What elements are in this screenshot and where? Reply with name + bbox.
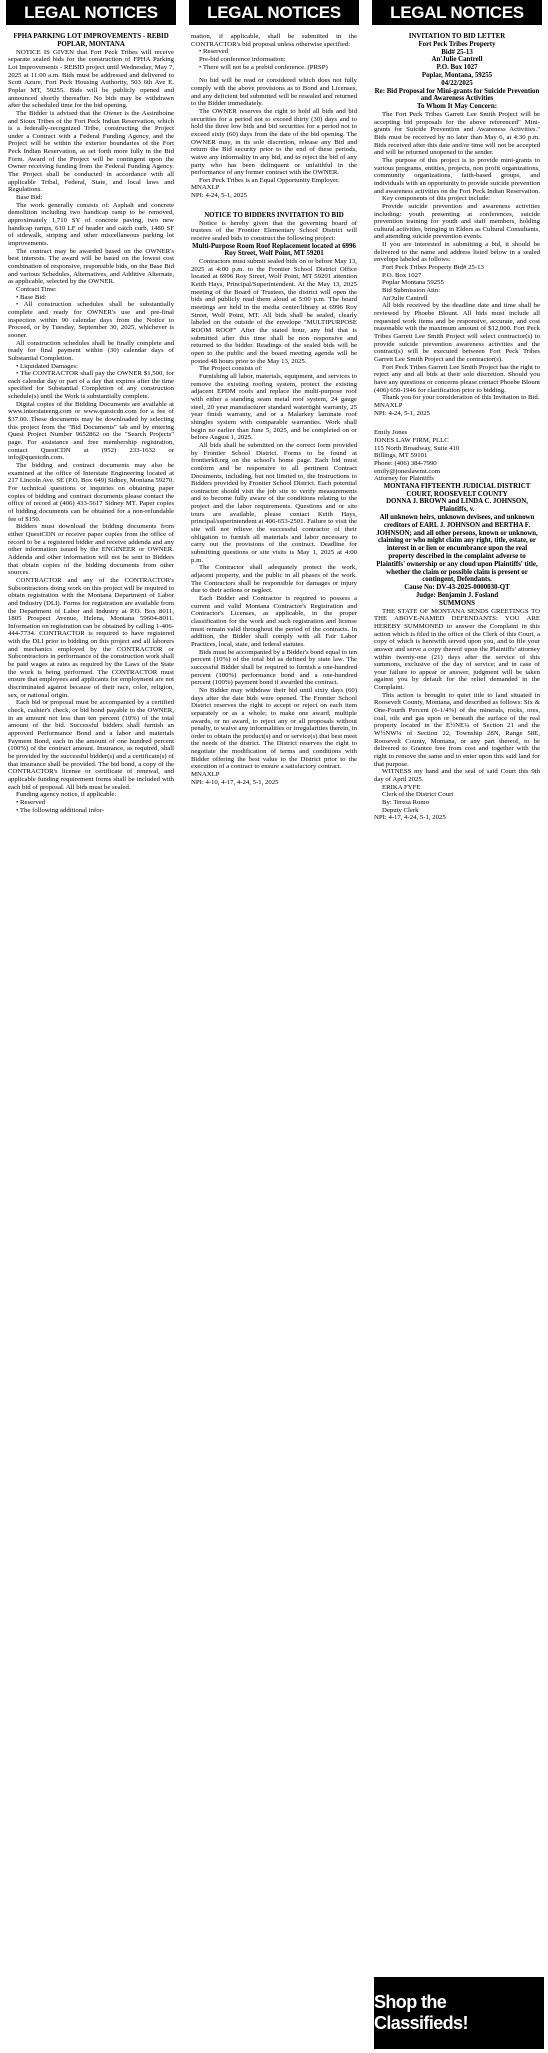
notice-paragraph: NPI: 4-24, 5-1, 2025 xyxy=(374,409,431,417)
notice-paragraph: Contract Time: xyxy=(16,285,57,293)
notice-paragraph: No Bidder may withdraw their bid until sixty days (60) days after the date bids were opened. The Frontier School District reserves the right to accept or reject on each item separately or as a whole; to make one award, multiple awards, or no award, to reject any or all proposals without penalty, to waive any informalities or irregularities therein, in order to obtain the product(s) and or service(s) that best meet the needs of the district. The District reserves the right to negotiate the modification of terms and conditions with Bidder offering the best value to the District prior to the execution of a contract to ensure a satisfactory contract. xyxy=(191,686,358,771)
notice-paragraph: The work generally consists of: Asphalt and concrete demolition including two handicap ramp to be removed, approximately 1,710 SY of concrete paving, two new handicap ramps, 610 LF of header and catch curb, 1480 SF of sidewalk, striping and other miscellaneous parking lot improvements. xyxy=(8,201,174,247)
attorney-line: Billings, MT 59101 xyxy=(374,452,428,460)
notice-title: INVITATION TO BID LETTER xyxy=(408,33,506,40)
notice-paragraph: mation, if applicable, shall be submitted in the CONTRACTOR's bid proposal unless otherwise specified: xyxy=(191,33,357,48)
notice-paragraph: WITNESS my hand and the seal of said Court this 9th day of April 2025. xyxy=(374,768,540,783)
notice-paragraph: Pre-bid conference information: xyxy=(199,55,286,63)
notice-paragraph: If you are interested in submitting a bid, it should be delivered to the name and address listed below in a sealed envelope labeled as follows: xyxy=(374,241,540,264)
case-defendants: All unknown heirs, unknown devisees, and unknown creditors of EARL J. JOHNSON and BERTHA F. JOHNSON; and all other persons, known or unknown, claiming or who might claim any right, title, estate, or interest in or lien or encumbrance upon the real property described in the complaint adverse to Plaintiffs' ownership or any cloud upon Plaintiffs' title, whether the claim or possible claim is present or contingent, Defendants. xyxy=(376,514,538,584)
notice-heading-line: Fort Peck Tribes Property xyxy=(418,40,496,48)
notice-paragraph: All construction schedules shall be finally complete and ready for final payment within (30) calendar days of Substantial Completion. xyxy=(8,339,174,362)
attorney-line: Phone: (406) 384-7990 xyxy=(374,459,437,467)
notice-paragraph: Provide suicide prevention and awareness activities including: youth presenting at conferences, suicide prevention training for youth and staff members, holding cultural activities, bringing in Elders as Cultural Consultants, and attending suicide prevention events. xyxy=(374,202,540,241)
summons-title: SUMMONS xyxy=(439,599,475,607)
notice-paragraph: Bids must be accompanied by a Bidder's bond equal to ten percent (10%) of the total bid as defined by state law. The successful Bidder shall be required to furnish a one-hundred percent (100%) performance bond and a one-hundred percent (100%) payment bond if awarded the contract. xyxy=(191,648,357,687)
notice-paragraph: • The CONTRACTOR shall pay the OWNER $1,500, for each calendar day or part of a day that expires after the time specified for Substantial Completion of any construction schedule(s) until the Work is substantially complete. xyxy=(8,370,174,401)
notice-paragraph: This action is brought to quiet title to land situated in Roosevelt County, Montana, and described as follows: Six & One-Fourth Percent (6-1/4%) of the minerals, rocks, ores, coal, oils and gas upon or beneath the surface of the real property located in the E½NE¼ of Section 21 and the W½NW¼ of Section 22, Township 28N, Range 58E, Roosevelt County, Montana, or any part thereof, to be delivered to Grantee free from cost and together with the right to remove the same and to enter upon this said land for that purpose. xyxy=(374,691,540,768)
column-2 xyxy=(189,0,359,2053)
notice-paragraph: NPI: 4-24, 5-1, 2025 xyxy=(191,192,248,200)
notice-heading-line: Bid# 25-13 xyxy=(441,48,473,56)
notice-title: FPHA PARKING LOT IMPROVEMENTS - REBID POPLAR, MONTANA xyxy=(13,33,169,48)
notice-paragraph: P.O. Box 1027 xyxy=(382,271,422,279)
section-header: LEGAL NOTICES xyxy=(189,0,359,25)
notice-paragraph: Base Bid: xyxy=(16,194,43,202)
attorney-line: JONES LAW FIRM, PLLC xyxy=(374,436,449,444)
notice-paragraph: All bids received by the deadline date and time shall be reviewed by Phoebe Blount. All bids must include all requested work items and be responsive, accurate, and cost reasonable with the maximum amount of $12,000. Fort Peck Tribes Garrett Lee Smith Project will select contractor(s) to provide suicide prevention awareness activities and the contract(s) will be executed between Fort Peck Tribes Garrett Lee Smith Project and the contractor(s). xyxy=(374,302,540,363)
notice-paragraph: Digital copies of the Bidding Documents are available at www.interstateeng.com or www.questcdn.com for a fee of $37.00. These documents may be downloaded by selecting this project from the "Bid Documents" tab and by entering Quest Project Number 9652862 on the "Search Projects" page. For assistance and free membership registration, contact QuestCDN at (952) 233-1632 or info@questcdn.com. xyxy=(8,400,174,462)
notice-paragraph: Fort Peck Tribes Property Bid# 25-13 xyxy=(382,264,484,272)
notice-paragraph: The Contractor shall adequately protect the work, adjacent property, and the public in all phases of the work. The Contractors shall be responsible for damages or injury due to their actions or neglect. xyxy=(191,564,357,595)
notice-paragraph: All bids shall be submitted on the correct form provided by Frontier School District. Forms to be found at frontierk8.org on the school's home page. Each bid must conform and be responsive to all pertinent Contract Documents, including, but not limited to, the Instructions to Bidders provided by Frontier School District. Each potential contractor should visit the job site to verify measurements and to become fully aware of the conditions relating to the project and the labor requirements. Questions and or site tours are available, please contact Keith Hays, principal/superintendent at 406-653-2501. Failure to visit the site will not relieve the successful contractor of their obligation to furnish all materials and labor necessary to carry out the provisions of the contract. Deadline for submitting questions or site visits is May 1, 2025 at 4:00 p.m. xyxy=(191,441,357,564)
column-1 xyxy=(6,0,176,2053)
notice-subtitle: Multi-Purpose Room Roof Replacement located at 6996 Roy Street, Wolf Point, MT 59201 xyxy=(192,242,356,258)
notice-paragraph: Bid Submission Attn: xyxy=(382,287,441,295)
attorney-line: emily@joneslawmt.com xyxy=(374,467,441,475)
notice-paragraph: Fort Peck Tribes is an Equal Opportunity Employer. xyxy=(199,176,340,184)
notice-paragraph: ERIKA FYFE xyxy=(382,783,421,791)
notice-paragraph: Fort Peck Tribes Garrett Lee Smith Project has the right to reject any and all bids at their sole discretion. Should you have any questions or concerns please contact Phoebe Blount (406) 650-1946 for clarification prior to bidding. xyxy=(374,363,540,394)
notice-paragraph: NOTICE IS GIVEN that Fort Peck Tribes will receive separate sealed bids for the construction of FPHA Parking Lot Improvements - REBID project until Wednesday, May 7, 2025 at 11:00 a.m. Bids must be addressed and delivered to Scott Azure, Fort Peck Housing Authority, 503 6th Ave E. Poplar MT, 59255. Bids will be publicly opened and announced shortly thereafter. No bids may be withdrawn after the scheduled time for the bid opening. xyxy=(8,48,174,110)
notice-paragraph: THE STATE OF MONTANA SENDS GREETINGS TO THE ABOVE-NAMED DEFENDANTS: YOU ARE HEREBY SUMMONED to answer the Complaint in this action which is filed in the office of the Clerk of this Court, a copy of which is herewith served upon you, and to file your answer and serve a copy thereof upon the Plaintiffs' attorney within twenty-one (21) days after the service of this summons, exclusive of the day of service; and in case of your failure to appear or answer, judgment will be taken against you by default for the relief demanded in the Complaint. xyxy=(374,607,540,692)
notice-paragraph: Poplar Montana 59255 xyxy=(382,279,444,287)
cause-number: Cause No: DV-43-2025-0000030-QT xyxy=(404,584,510,592)
notice-paragraph: Bidders must download the bidding documents from either QuestCDN or receive paper copies from the office of record to be a registered bidder and receive addenda and any other information issued by the ENGINEER or OWNER. Addenda and other information will not be sent to Bidders that obtain copies of the bidding documents from other sources. xyxy=(8,523,174,577)
notice-paragraph: The contract may be awarded based on the OWNER's best interests. The award will be based on the lowest cost combination of responsive, responsible bids, on the Base Bid and various Schedules, Alternatives, and Additive Alternate, as applicable, selected by the OWNER. xyxy=(8,247,174,286)
notice-paragraph: • All construction schedules shall be substantially complete and ready for OWNER's use and pre-final inspection within 90 calendar days from the Notice to Proceed, or by Tuesday, September 30, 2025, whichever is sooner. xyxy=(8,301,174,339)
notice-paragraph: MNAXLP xyxy=(191,184,220,192)
notice-paragraph: • Liquidated Damages: xyxy=(16,362,78,370)
notice-paragraph: MNAXLP xyxy=(374,401,403,409)
notice-paragraph: The Bidder is advised that the Owner is the Assiniboine and Sioux Tribes of the Fort Peck Indian Reservation, which is a federally-recognized Tribe, constructing the Project under a Contract with a Federal Funding Agency, and the Project will be within the exterior boundaries of the Fort Peck Indian Reservation, as set forth more fully in the Bid Form. Award of the Project will be contingent upon the Owner receiving funding from the Federal Funding Agency. The Project shall be conducted in accordance with all applicable Tribal, Federal, State, and local laws and Regulations. xyxy=(8,109,174,194)
notice-paragraph: Notice is hereby given that the governing board of trustees of the Frontier Elementary School District will receive sealed bids to construct the following project: xyxy=(191,219,357,242)
notice-paragraph: • Reserved xyxy=(16,798,46,806)
notice-paragraph: By: Teresa Romo xyxy=(382,798,430,806)
notice-paragraph: No bid will be read or considered which does not fully comply with the above provisions as to Bond and Licenses, and any deficient bid submitted will be resealed and returned to the Bidder immediately. xyxy=(191,77,357,108)
attorney-line: Attorney for Plaintiffs xyxy=(374,475,434,483)
notice-paragraph: • Base Bid: xyxy=(16,293,47,301)
notice-invitation-to-bid xyxy=(372,25,542,822)
notice-heading-line: Poplar, Montana, 59255 xyxy=(421,71,493,79)
notice-title: NOTICE TO BIDDERS INVITATION TO BID xyxy=(204,211,344,219)
notice-paragraph: An'Julie Cantrell xyxy=(382,294,428,302)
notice-heading-line: P.O. Box 1027 xyxy=(436,64,478,72)
notice-paragraph: The bidding and contract documents may also be examined at the office of Interstate Engineering located at 217 Lincoln Ave. SE (P.O. Box 649) Sidney, Montana 59270. For technical questions or inquiries on obtaining paper copies of bidding and contract documents please contact the office of record at (406) 433-5617 Sidney MT. Paper copies of bidding documents can be obtained for a non-refundable fee of $150. xyxy=(8,462,174,523)
notice-paragraph: • There will not be a prebid conference. (PRSP) xyxy=(199,63,328,71)
notice-heading-line: Re: Bid Proposal for Mini-grants for Suicide Prevention and Awareness Activities xyxy=(374,87,540,103)
notice-paragraph: Funding agency notice, if applicable: xyxy=(16,791,117,799)
notice-paragraph: MNAXLP xyxy=(191,771,220,779)
notice-paragraph: NPI: 4-17, 4-24, 5-1, 2025 xyxy=(374,814,446,822)
notice-paragraph: Each Bidder and Contractor is required to possess a current and valid Montana Contractor's Registration and Contractor's Licenses, as applicable, in the proper classification for the work and such registration and license must remain valid throughout the period of the contracts. In addition, the Bidder shall comply with all Fair Labor Practices, local, state, and federal statutes. xyxy=(191,595,357,648)
notice-paragraph: Furnishing all labor, materials, equipment, and services to remove the existing roofing system, protect the existing adjacent EPDM roofs and replace the multi-purpose roof with either a standing seam metal roof system, 24 gauge steel, 20 year manufacturer standard watertight warranty, 25 year finish warranty, and or a Malarkey laminate roof shingles system with comparable warranties. Work shall begin no earlier than June 5, 2025, and be completed on or before August 1, 2025. xyxy=(191,372,357,442)
section-header: LEGAL NOTICES xyxy=(372,0,542,25)
notice-paragraph: The Fort Peck Tribes Garrett Lee Smith Project will be accepting bid proposals for the above referenced" Mini-grants for Suicide Prevention and Awareness Activities." Bids must be received by no later than May 6, at 4:30 p.m. Bids received after this date and/or time will not be accepted and will be returned unopened to the sender. xyxy=(374,110,540,157)
notice-continued xyxy=(189,25,359,786)
notice-paragraph: • The following additional infor- xyxy=(16,806,104,814)
notice-paragraph: Each bid or proposal must be accompanied by a certified check, cashier's check, or bid bond payable to the OWNER, in an amount not less than ten percent (10%) of the total amount of the bid. Successful bidders shall furnish an approved Performance Bond and a labor and materials Payment Bond, each in the amount of one hundred percent (100%) of the contract amount. Insurance, as required, shall be provided by the successful bidder(s) and a certificate(s) of that insurance shall be provided. The bid bond, a copy of the CONTRACTOR's license or certificate of renewal, and applicable funding requirement forms shall be included with each bid of proposal. All bids must be sealed. xyxy=(8,699,174,791)
notice-paragraph: The OWNER reserves the right to hold all bids and bid securities for a period not to exceed thirty (30) days and to hold the three low bids and bid securities for a period not to exceed sixty (60) days from the date of the bid opening. The OWNER may, in its sole discretion, release any Bid and return the Bid security prior to the end of these periods, waive any informality in any bid, and to reject the bid of any party who has been delinquent or unfaithful in the performance of any former contract with the OWNER. xyxy=(191,107,357,177)
shop-classifieds-banner[interactable]: Shop the Classifieds! xyxy=(374,1977,544,2049)
attorney-line: Emily Jones xyxy=(374,429,408,437)
notice-heading-line: To Whom It May Concern: xyxy=(416,103,497,111)
notice-paragraph: Thank you for your consideration of this Invitation to Bid. xyxy=(382,394,540,402)
notice-paragraph: The Project consists of: xyxy=(199,365,263,373)
notice-heading-line: 04/22/2025 xyxy=(441,79,473,87)
notice-paragraph: Deputy Clerk xyxy=(382,806,419,814)
notice-paragraph: • Reserved xyxy=(199,48,229,56)
notice-heading-line: An'Julie Cantrell xyxy=(431,56,483,64)
column-3 xyxy=(372,0,542,2053)
judge-name: Judge: Benjamin J. Fosland xyxy=(415,591,499,599)
notice-paragraph: CONTRACTOR and any of the CONTRACTOR's Subcontractors doing work on this project will be required to obtain registration with the Montana Department of Labor and Industry (DLI). Forms for registration are available from the Department of Labor and Industry at P.O. Box 8011, 1805 Prospect Avenue, Helena, Montana 59604-8011. Information on registration can be obtained by calling 1-406-444-7734. CONTRACTOR is required to have registered with the DLI prior to bidding on this project and all laborers and mechanics employed by the CONTRACTOR or Subcontractors in performance of the construction work shall be paid wages at rates as required by the Laws of the State the work is being performed. The CONTRACTOR must ensure that employees and applicants for employment are not discriminated against because of their race, color, religion, sex, or national origin. xyxy=(8,576,174,699)
section-header: LEGAL NOTICES xyxy=(6,0,176,25)
notice-paragraph: The purpose of this project is to provide mini-grants to various programs, entities, projects, non profit organizations, community organizations, faith-based groups, and individuals with an opportunity to provide suicide prevention and awareness activities on the Fort Peck Indian Reservation. xyxy=(374,156,540,195)
notice-paragraph: Contractors must submit sealed bids on or before May 13, 2025 at 4:00 p.m. to the Frontier School District Office located at 6996 Roy Street, Wolf Point, MT 59201 attention Keith Hays, Principal/Superintendent. At the May 13, 2025 meeting of the Board of Trustees, the district will open the bids and publicly read them aloud at 5:00 p.m. The board meetings are held in the media center/library at 6996 Roy Street, Wolf Point, MT. All bids shall be sealed, clearly labeled on the outside of the envelope "MULTIPURPOSE ROOM ROOF" After the stated hour, any bid that is submitted after this time shall be non responsive and returned to the bidder. Readings of the sealed bids will be open to the public and the board meeting agenda will be posted 48 hours prior to the May 13, 2025. xyxy=(191,258,357,365)
case-parties: DONNA J. BROWN and LINDA C. JOHNSON, Plaintiffs, v. xyxy=(386,498,528,514)
notice-paragraph: NPI: 4-10, 4-17, 4-24, 5-1, 2025 xyxy=(191,778,279,786)
notice-paragraph: Clerk of the District Court xyxy=(382,791,454,799)
court-name: MONTANA FIFTEENTH JUDICIAL DISTRICT COURT, ROOSEVELT COUNTY xyxy=(383,482,531,498)
notice-fpha-parking-lot xyxy=(6,25,176,814)
attorney-line: 115 North Broadway, Suite 410 xyxy=(374,444,460,452)
notice-paragraph: Key components of this project include: xyxy=(382,195,491,203)
